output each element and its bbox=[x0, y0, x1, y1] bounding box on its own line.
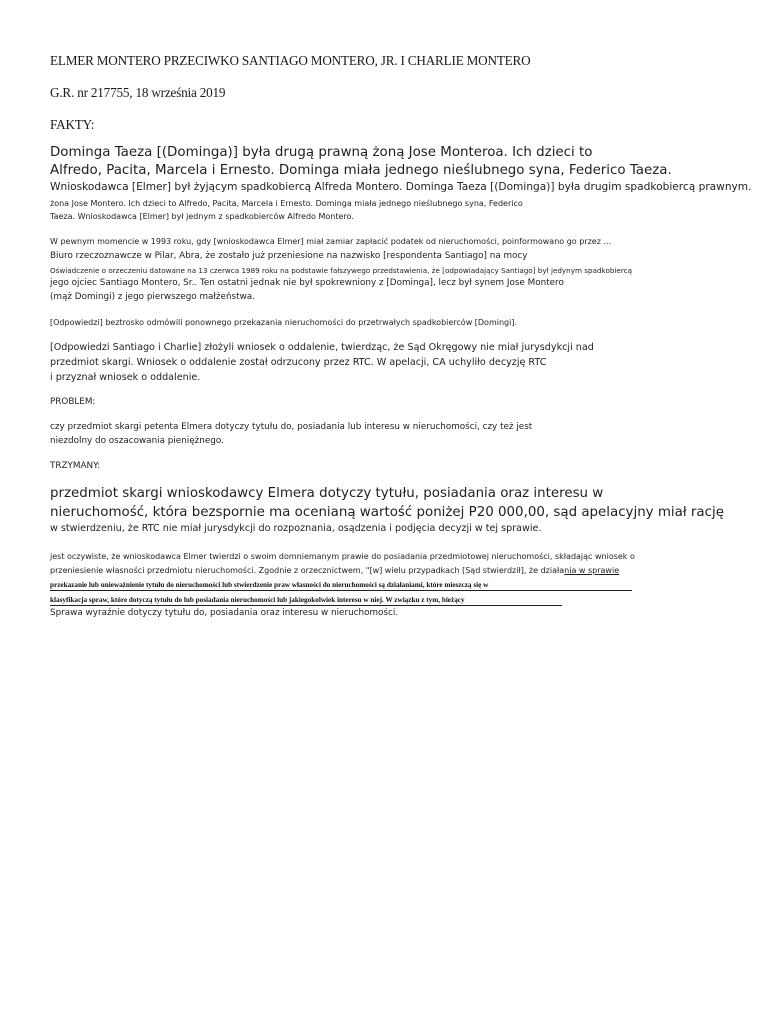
held-line: nieruchomość, która bezspornie ma ocenianą wartość poniżej P20 000,00, sąd apelacyjny miał rację bbox=[50, 505, 724, 520]
underline-rule bbox=[50, 590, 632, 591]
facts-line: Wnioskodawca [Elmer] był żyjącym spadkobiercą Alfreda Montero. Dominga Taeza [(Dominga)] była drugim spadkobiercą prawnym. bbox=[50, 181, 752, 193]
underline-rule bbox=[50, 605, 562, 606]
held-line-bold: przekazanie lub unieważnienie tytułu do nieruchomości lub stwierdzenie praw własności do nieruchomości są działaniami, które mieszczą się w bbox=[50, 581, 489, 589]
facts-line: [Odpowiedzi Santiago i Charlie] złożyli wniosek o oddalenie, twierdząc, że Sąd Okręgowy nie miał jurysdykcji nad bbox=[50, 342, 594, 353]
underlined-text: nia w sprawie bbox=[564, 566, 620, 575]
problem-line: czy przedmiot skargi petenta Elmera dotyczy tytułu do, posiadania lub interesu w nieruchomości, czy też jest bbox=[50, 422, 533, 432]
facts-line: Taeza. Wnioskodawca [Elmer] był jednym z spadkobierców Alfredo Montero. bbox=[50, 212, 354, 221]
held-line-bold: klasyfikacja spraw, które dotyczą tytułu do lub posiadania nieruchomości lub jakiegokolwiek interesu w niej. W związku z tym, bieżący bbox=[50, 596, 465, 604]
facts-line: (mąż Domingi) z jego pierwszego małżeństwa. bbox=[50, 292, 255, 302]
held-line: przedmiot skargi wnioskodawcy Elmera dotyczy tytułu, posiadania oraz interesu w bbox=[50, 486, 604, 501]
held-conclusion: Sprawa wyraźnie dotyczy tytułu do, posiadania oraz interesu w nieruchomości. bbox=[50, 608, 399, 618]
facts-line: i przyznał wniosek o oddalenie. bbox=[50, 372, 201, 383]
held-line bbox=[50, 566, 619, 575]
facts-heading: FAKTY: bbox=[50, 117, 95, 132]
facts-line: jego ojciec Santiago Montero, Sr.. Ten ostatni jednak nie był spokrewniony z [Dominga], lecz był synem Jose Montero bbox=[50, 278, 564, 288]
case-citation: G.R. nr 217755, 18 września 2019 bbox=[50, 85, 226, 100]
facts-line: przedmiot skargi. Wniosek o oddalenie został odrzucony przez RTC. W apelacji, CA uchyliło decyzję RTC bbox=[50, 357, 547, 368]
problem-line: niezdolny do oszacowania pieniężnego. bbox=[50, 436, 224, 446]
facts-line: Biuro rzeczoznawcze w Pilar, Abra, że zostało już przeniesione na nazwisko [respondenta Santiago] na mocy bbox=[50, 251, 528, 261]
facts-line: Dominga Taeza [(Dominga)] była drugą prawną żoną Jose Monteroa. Ich dzieci to bbox=[50, 145, 593, 160]
problem-heading: PROBLEM: bbox=[50, 397, 96, 407]
facts-line: [Odpowiedzi] beztrosko odmówili ponownego przekazania nieruchomości do przetrwałych spadkobierców [Domingi]. bbox=[50, 318, 518, 327]
case-title: ELMER MONTERO PRZECIWKO SANTIAGO MONTERO, JR. I CHARLIE MONTERO bbox=[50, 53, 531, 68]
facts-line: Alfredo, Pacita, Marcela i Ernesto. Dominga miała jednego nieślubnego syna, Federico Taeza. bbox=[50, 163, 672, 178]
facts-line: Oświadczenie o orzeczeniu datowane na 13 czerwca 1989 roku na podstawie fałszywego przedstawienia, że [odpowiadający Santiago] był jedynym spadkobiercą bbox=[50, 266, 632, 275]
held-line: jest oczywiste, że wnioskodawca Elmer twierdzi o swoim domniemanym prawie do posiadania przedmiotowej nieruchomości, składając wniosek o bbox=[50, 552, 635, 561]
held-line: w stwierdzeniu, że RTC nie miał jurysdykcji do rozpoznania, osądzenia i podjęcia decyzji w tej sprawie. bbox=[50, 523, 542, 534]
held-heading: TRZYMANY: bbox=[50, 461, 101, 471]
facts-line: W pewnym momencie w 1993 roku, gdy [wnioskodawca Elmer] miał zamiar zapłacić podatek od nieruchomości, poinformowano go przez ... bbox=[50, 237, 612, 246]
held-text: przeniesienie własności przedmiotu nieruchomości. Zgodnie z orzecznictwem, "[w] wielu przypadkach [Sąd stwierdził], że działa bbox=[50, 566, 565, 575]
facts-line: żona Jose Montero. Ich dzieci to Alfredo, Pacita, Marcela i Ernesto. Dominga miała jednego nieślubnego syna, Federico bbox=[50, 199, 523, 208]
